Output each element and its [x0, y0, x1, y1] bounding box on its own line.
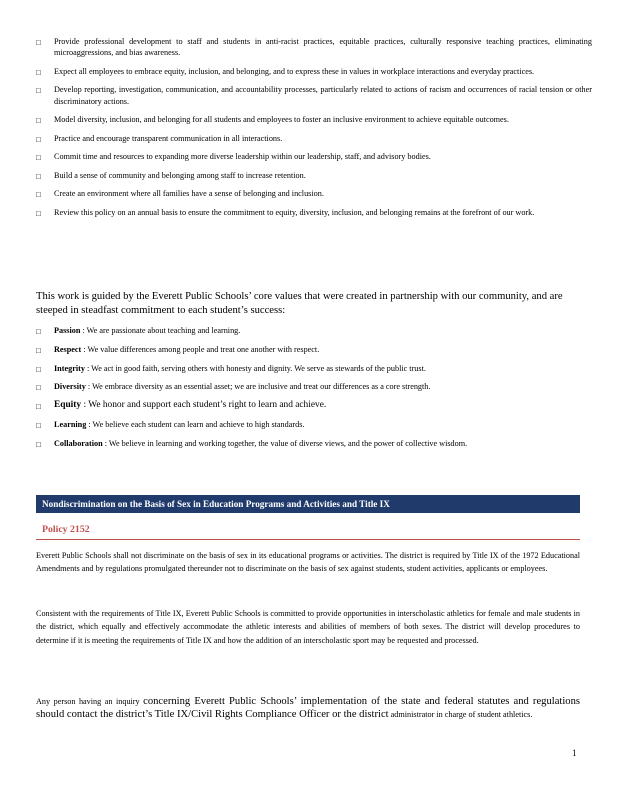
list-item: □ Review this policy on an annual basis to ensure the commitment to equity, diversity, inclusion, and belonging remains at the forefront of our work. [36, 207, 535, 218]
checkbox-bullet-icon: □ [36, 86, 41, 96]
list-item: □ Expect all employees to embrace equity, inclusion, and belonging, and to express these in values in workplace interactions and everyday practices. [36, 66, 535, 77]
core-value-term: Equity [54, 400, 82, 411]
checkbox-bullet-icon: □ [36, 171, 41, 181]
page-number: 1 [572, 748, 577, 758]
list-item: □ Develop reporting, investigation, communication, and accountability processes, particularly related to actions of racism and occurrences of racial tension or other discriminatory actions. [36, 85, 592, 106]
checkbox-bullet-icon: □ [36, 38, 41, 47]
checkbox-bullet-icon: □ [36, 345, 41, 355]
core-value-diversity [36, 381, 592, 392]
list-item: □ Model diversity, inclusion, and belonging for all students and employees to foster an inclusive environment to achieve equitable outcomes. [36, 115, 509, 126]
checkbox-bullet-icon: □ [36, 402, 41, 412]
checkbox-bullet-icon: □ [36, 190, 41, 200]
core-value-text: : We are passionate about teaching and learning. [82, 326, 241, 335]
section-heading-banner [36, 495, 580, 513]
core-value-text: : We embrace diversity as an essential asset; we are inclusive and treat our differences as a core strength. [87, 382, 431, 392]
inquiry-text-start: Any person having an inquiry [36, 697, 144, 706]
nondiscrimination-paragraph: Everett Public Schools shall not discriminate on the basis of sex in its educational programs or activities. The district is required by Title IX of the 1972 Educational Amendments and by regulations promulgated thereunder not to discriminate on the basis of sex against students, student activities, applicants or employees. [36, 551, 580, 574]
core-values-intro: This work is guided by the Everett Public Schools’ core values that were created in partnership with our community, and are steeped in steadfast commitment to each student’s success: [36, 291, 563, 316]
core-value-equity [36, 400, 592, 411]
inquiry-text-main: concerning Everett Public Schools’ implementation of the state and federal statutes and regulations should contact the district’s Title IX/Civil Rights Compliance Officer or the district [36, 696, 580, 721]
core-value-text: : We value differences among people and treat one another with respect. [83, 344, 320, 354]
section-title: Nondiscrimination on the Basis of Sex in Education Programs and Activities and Title IX [42, 499, 390, 509]
core-value-term: Collaboration [54, 438, 103, 448]
list-item: □ Provide professional development to staff and students in anti-racist practices, equitable practices, culturally responsive teaching practices, eliminating microaggressions, and bias awareness. [36, 37, 592, 58]
list-item: □ Build a sense of community and belonging among staff to increase retention. [36, 170, 306, 181]
core-value-collaboration [36, 438, 592, 449]
checkbox-bullet-icon: □ [36, 420, 41, 430]
core-value-term: Passion [54, 326, 81, 335]
core-value-term: Respect [54, 344, 82, 354]
core-value-term: Integrity [54, 363, 85, 373]
athletics-paragraph: Consistent with the requirements of Title IX, Everett Public Schools is committed to provide opportunities in interscholastic athletics for female and male students in the district, which equally and effectively accommodate the athletic interests and abilities of members of both sexes. The district will develop procedures to determine if it is meeting the requirements of Title IX and how the addition of an interscholastic sport may be requested and processed. [36, 609, 580, 645]
core-value-term: Learning [54, 419, 87, 429]
core-values-list [36, 325, 592, 457]
commitments-list [36, 36, 592, 225]
checkbox-bullet-icon: □ [36, 439, 41, 449]
core-value-respect [36, 344, 592, 355]
core-value-integrity [36, 363, 592, 374]
core-value-text: : We honor and support each student’s right to learn and achieve. [83, 400, 327, 411]
core-value-passion [36, 325, 592, 336]
core-value-term: Diversity [54, 382, 86, 392]
checkbox-bullet-icon: □ [36, 383, 41, 393]
list-item: □ Practice and encourage transparent communication in all interactions. [36, 133, 283, 144]
checkbox-bullet-icon: □ [36, 116, 41, 126]
inquiry-paragraph [36, 695, 580, 722]
policy-divider [36, 539, 580, 540]
policy-number: Policy 2152 [42, 524, 90, 535]
checkbox-bullet-icon: □ [36, 208, 41, 218]
checkbox-bullet-icon: □ [36, 67, 41, 77]
core-value-text: : We act in good faith, serving others with honesty and dignity. We serve as stewards of the public trust. [86, 363, 426, 373]
checkbox-bullet-icon: □ [36, 327, 41, 336]
list-item: □ Create an environment where all families have a sense of belonging and inclusion. [36, 189, 324, 200]
list-item: □ Commit time and resources to expanding more diverse leadership within our leadership, staff, and advisory bodies. [36, 152, 431, 163]
core-value-learning [36, 419, 592, 430]
inquiry-text-end: administrator in charge of student athletics. [388, 710, 533, 720]
core-value-text: : We believe each student can learn and achieve to high standards. [88, 419, 305, 429]
core-value-text: : We believe in learning and working together, the value of diverse views, and the power of collective wisdom. [104, 438, 468, 448]
checkbox-bullet-icon: □ [36, 153, 41, 163]
checkbox-bullet-icon: □ [36, 134, 41, 144]
checkbox-bullet-icon: □ [36, 364, 41, 374]
